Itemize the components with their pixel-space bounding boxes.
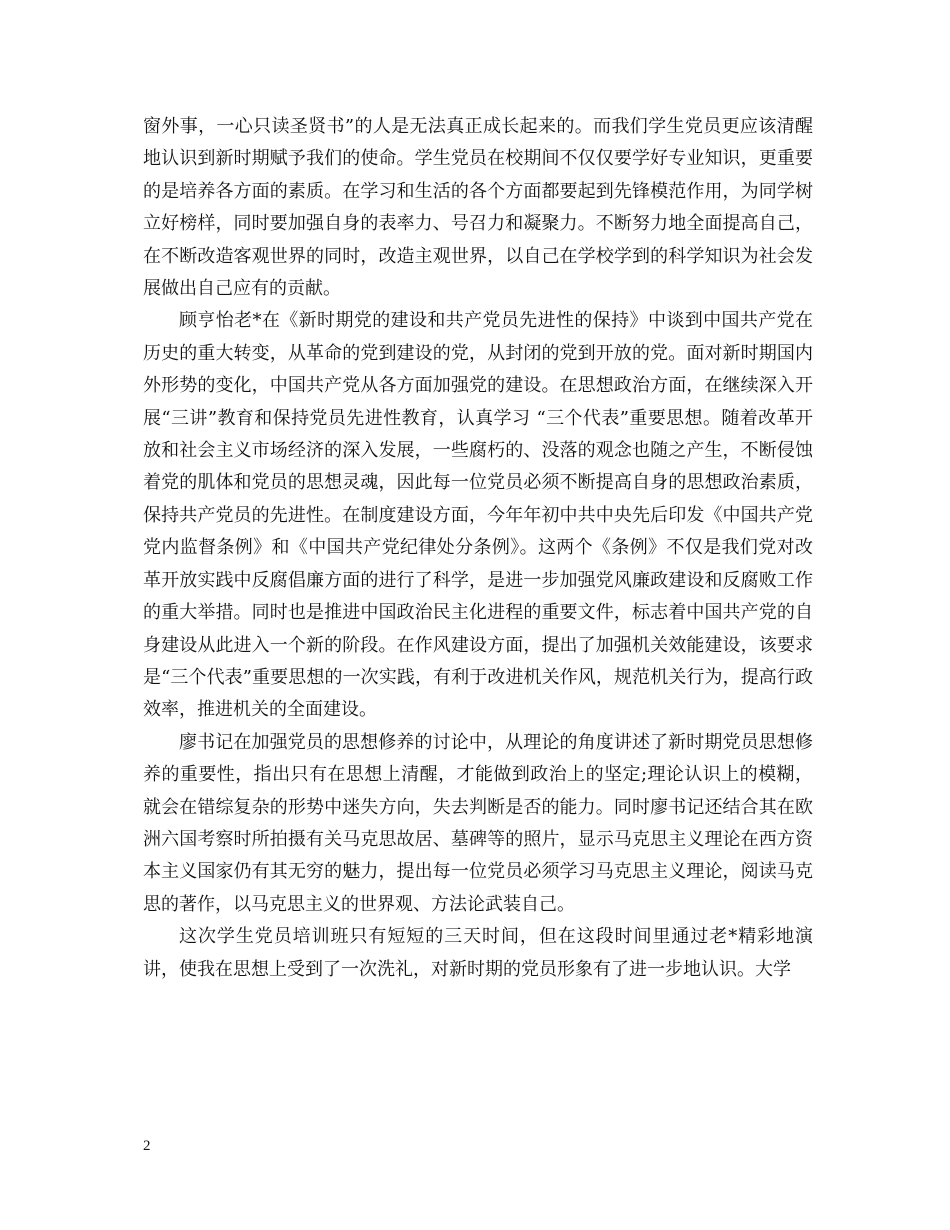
paragraph-1: 窗外事，一心只读圣贤书”的人是无法真正成长起来的。而我们学生党员更应该清醒地认识到新时期赋予我们的使命。学生党员在校期间不仅仅要学好专业知识，更重要的是培养各方面的素质。在学习和生活的各个方面都要起到先锋模范作用，为同学树立好榜样，同时要加强自身的表率力、号召力和凝聚力。不断努力地全面提高自己，在不断改造客观世界的同时，改造主观世界，以自己在学校学到的科学知识为社会发展做出自己应有的贡献。 — [143, 116, 813, 300]
document-body — [143, 111, 813, 986]
paragraph-3: 廖书记在加强党员的思想修养的讨论中，从理论的角度讲述了新时期党员思想修养的重要性，指出只有在思想上清醒，才能做到政治上的坚定;理论认识上的模糊，就会在错综复杂的形势中迷失方向，失去判断是否的能力。同时廖书记还结合其在欧洲六国考察时所拍摄有关马克思故居、墓碑等的照片，显示马克思主义理论在西方资本主义国家仍有其无穷的魅力，提出每一位党员必须学习马克思主义理论，阅读马克思的著作，以马克思主义的世界观、方法论武装自己。 — [143, 731, 813, 915]
paragraph-4: 这次学生党员培训班只有短短的三天时间，但在这段时间里通过老*精彩地演讲，使我在思想上受到了一次洗礼，对新时期的党员形象有了进一步地认识。大学 — [143, 926, 813, 980]
page-number: 2 — [143, 1138, 151, 1154]
paragraph-2: 顾亨怡老*在《新时期党的建设和共产党员先进性的保持》中谈到中国共产党在历史的重大转变，从革命的党到建设的党，从封闭的党到开放的党。面对新时期国内外形势的变化，中国共产党从各方面加强党的建设。在思想政治方面，在继续深入开展“三讲”教育和保持党员先进性教育，认真学习 “三个代表”重要思想。随着改革开放和社会主义市场经济的深入发展，一些腐朽的、没落的观念也随之产生，不断侵蚀着党的肌体和党员的思想灵魂，因此每一位党员必须不断提高自身的思想政治素质，保持共产党员的先进性。在制度建设方面，今年年初中共中央先后印发《中国共产党党内监督条例》和《中国共产党纪律处分条例》。这两个《条例》不仅是我们党对改革开放实践中反腐倡廉方面的进行了科学，是进一步加强党风廉政建设和反腐败工作的重大举措。同时也是推进中国政治民主化进程的重要文件，标志着中国共产党的自身建设从此进入一个新的阶段。在作风建设方面，提出了加强机关效能建设，该要求是“三个代表”重要思想的一次实践，有利于改进机关作风，规范机关行为，提高行政效率，推进机关的全面建设。 — [143, 310, 813, 721]
